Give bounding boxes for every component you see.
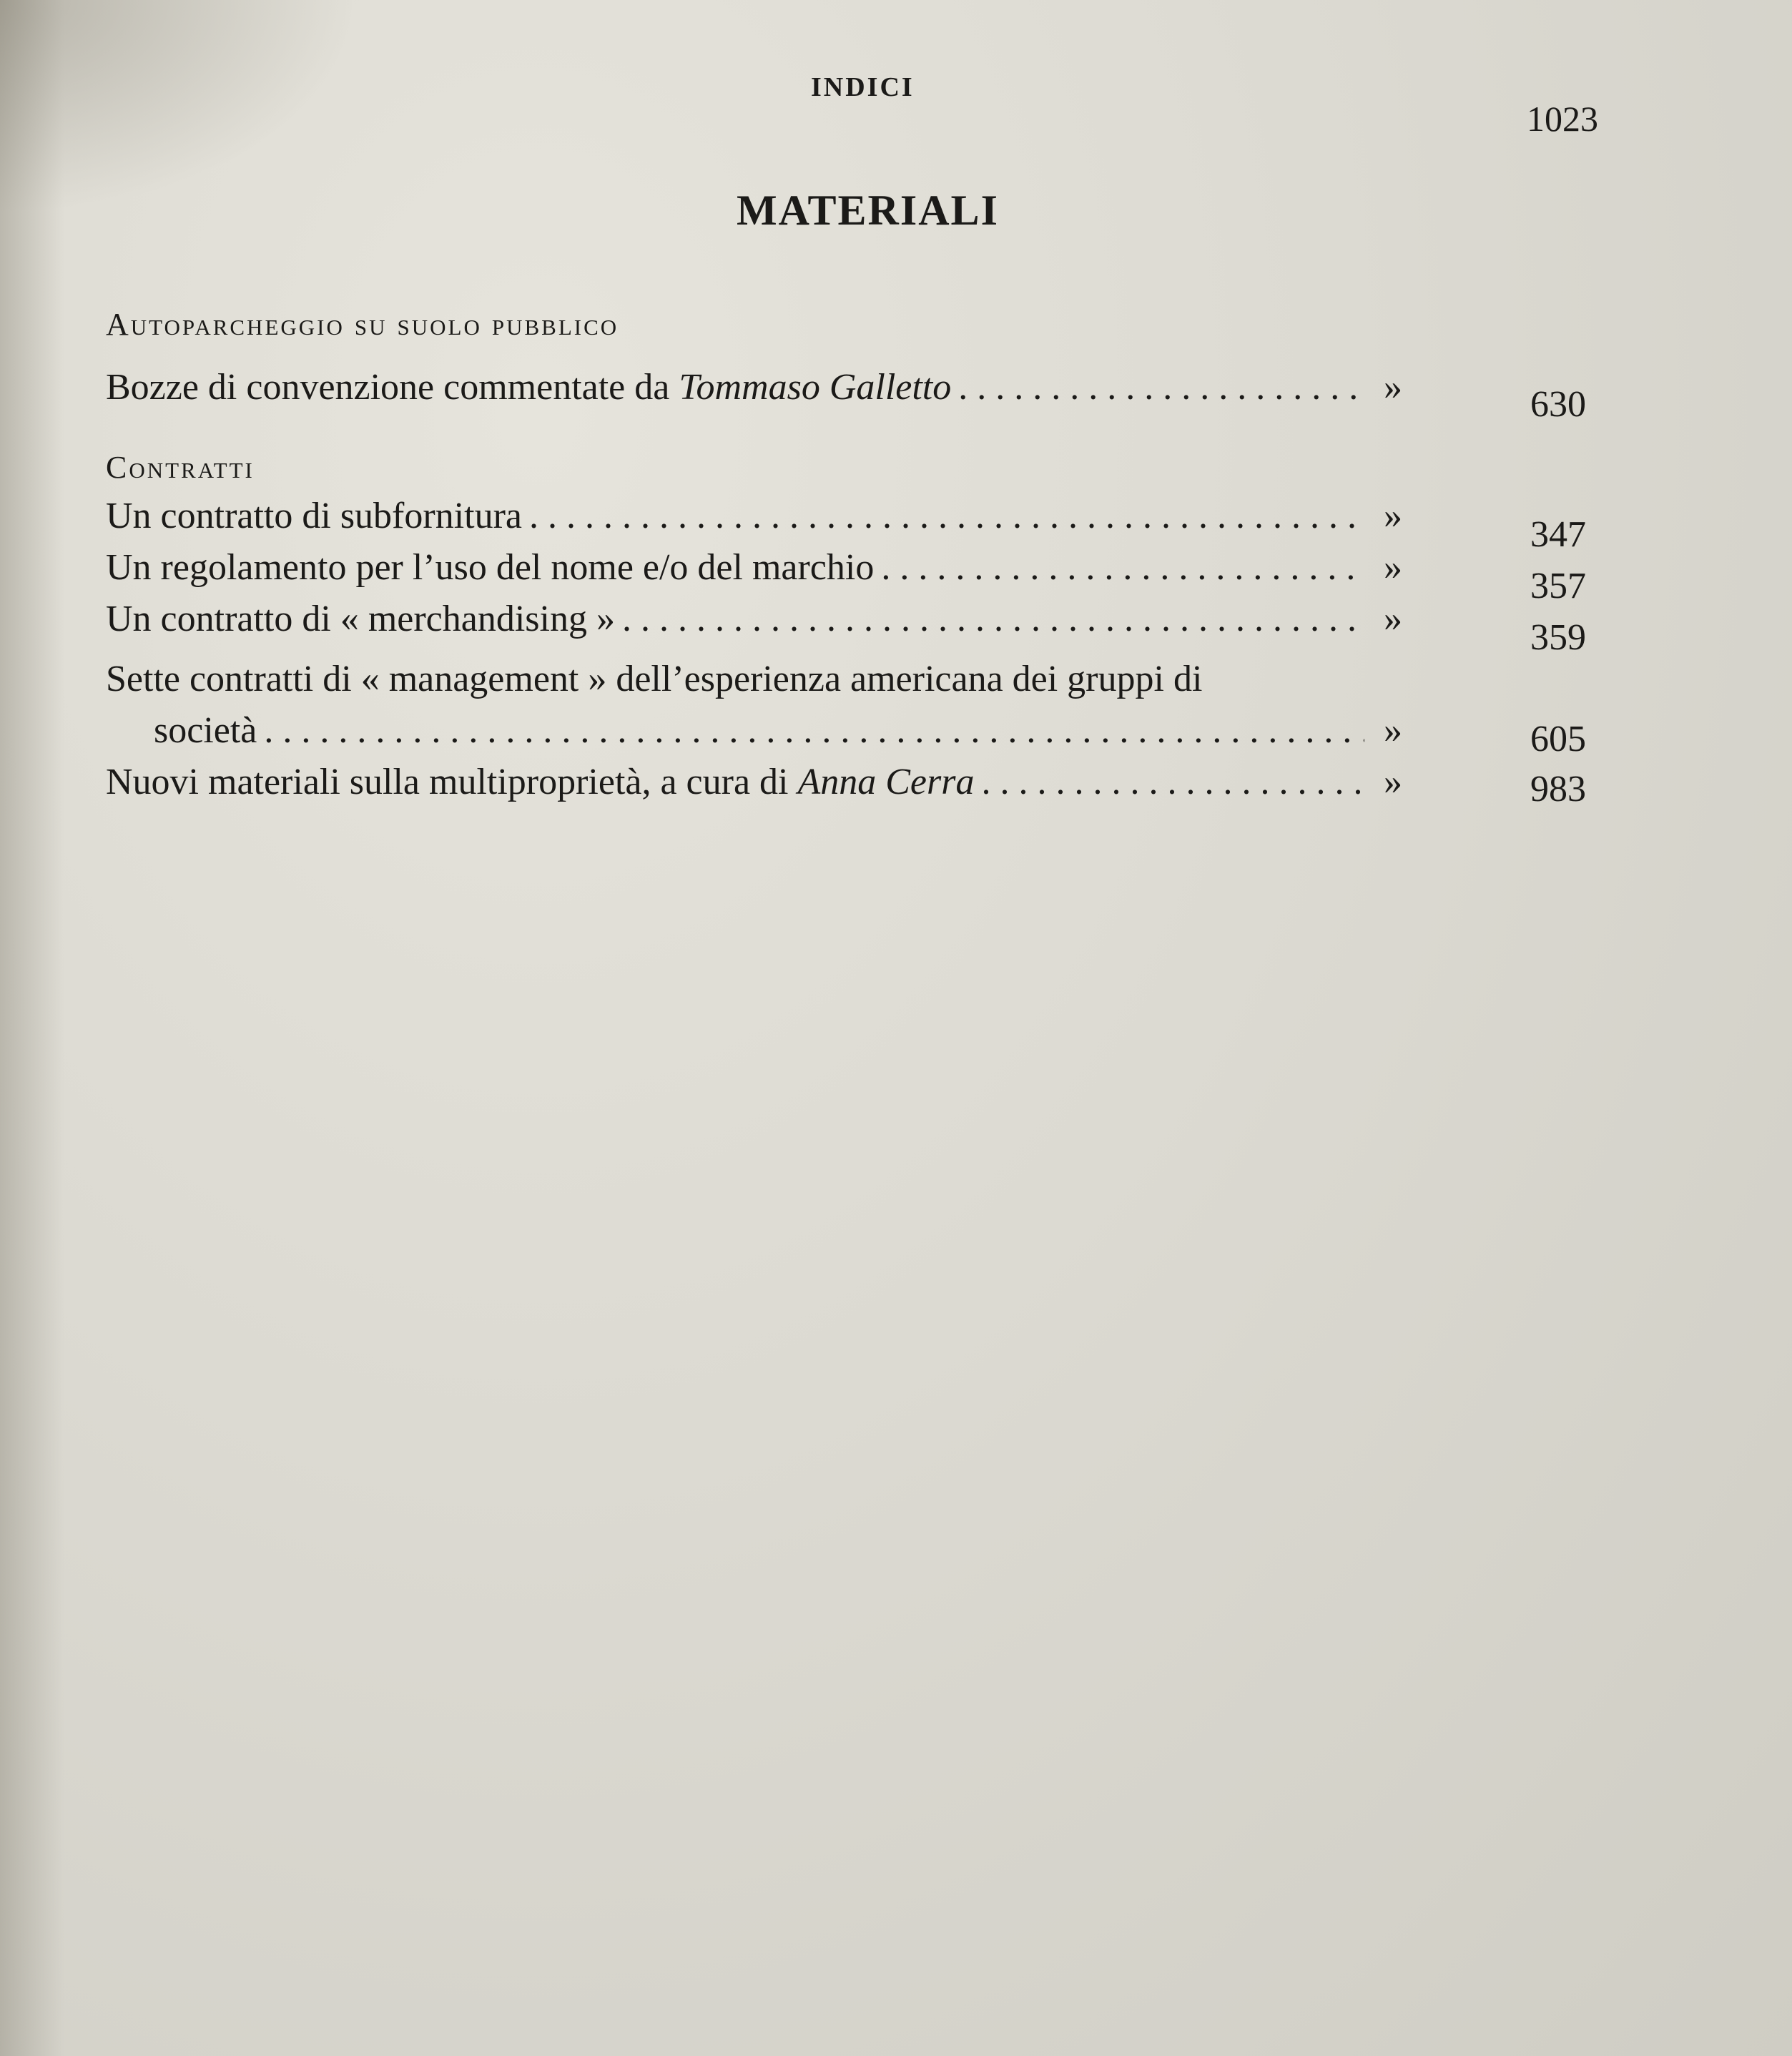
index-entry — [106, 759, 1414, 805]
page-marker: » — [1384, 496, 1402, 536]
entry-text: Un regolamento per l’uso del nome e/o del marchio — [106, 547, 875, 588]
entry-page-number: 357 — [1530, 566, 1586, 606]
index-entry — [106, 545, 1414, 591]
leader-dots — [264, 708, 1364, 754]
entry-text: Un contratto di subfornitura — [106, 496, 522, 536]
index-entry — [106, 596, 1414, 642]
running-head: INDICI — [811, 72, 915, 102]
entry-text: Un contratto di « merchandising » — [106, 599, 615, 639]
category-heading-autoparcheggio: Autoparcheggio su suolo pubblico — [106, 307, 619, 342]
index-entry — [106, 365, 1414, 410]
leader-dots — [622, 596, 1364, 642]
page-marker: » — [1384, 710, 1402, 751]
page-marker: » — [1384, 762, 1402, 802]
entry-text-line1: Sette contratti di « management » dell’esperienza americana dei gruppi di — [106, 659, 1203, 699]
page-marker: » — [1384, 547, 1402, 588]
index-entry-continuation — [154, 708, 1414, 754]
entry-page-number: 630 — [1530, 384, 1586, 425]
leader-dots — [981, 759, 1364, 805]
entry-author: Anna Cerra — [797, 762, 975, 802]
entry-page-number: 347 — [1530, 514, 1586, 555]
leader-dots — [958, 365, 1364, 410]
page-number: 1023 — [1527, 99, 1598, 139]
page-marker: » — [1384, 599, 1402, 639]
entry-page-number: 983 — [1530, 769, 1586, 810]
entry-text-continuation: società — [154, 710, 257, 751]
index-entry — [106, 493, 1414, 539]
entry-author: Tommaso Galletto — [679, 367, 952, 408]
entry-page-number: 359 — [1530, 617, 1586, 658]
binding-shadow — [0, 0, 64, 2056]
section-title: MATERIALI — [737, 187, 999, 234]
corner-shadow — [0, 0, 358, 215]
category-heading-contratti: Contratti — [106, 450, 255, 485]
leader-dots — [881, 545, 1364, 591]
entry-page-number: 605 — [1530, 719, 1586, 759]
leader-dots — [529, 493, 1364, 539]
entry-text: Nuovi materiali sulla multiproprietà, a cura di Anna Cerra — [106, 762, 975, 802]
page-marker: » — [1384, 367, 1402, 408]
entry-text: Bozze di convenzione commentate da Tommaso Galletto — [106, 367, 952, 408]
